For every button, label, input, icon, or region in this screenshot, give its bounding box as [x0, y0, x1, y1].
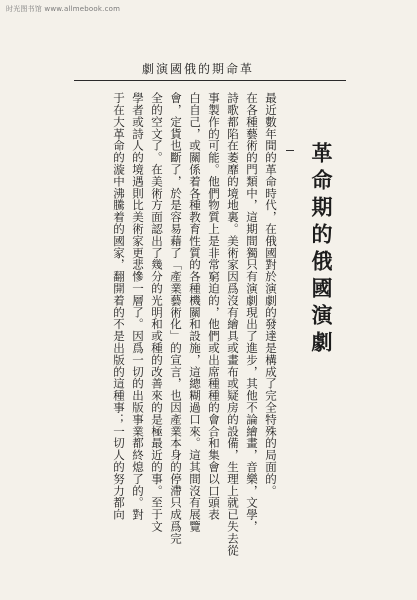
text-column-5: 白自己，或關係着各種教育性質的各種機關和設施，這總糊過口來。這其間沒有展覽	[188, 92, 202, 533]
text-column-2: 在各種藝術的門類中，這期間獨只有演劇現出了進步，其他不論繪畫，音樂，文學，	[245, 92, 259, 533]
watermark: 时光图书馆 www.allmebook.com	[6, 5, 121, 13]
text-column-6: 會，定貨也斷了，於是容易藉了「產業藝術化」的宣言，也因產業本身的停滯只成爲完	[169, 92, 183, 545]
text-column-4: 事製作的可能。他們物質上是非常窮迫的，他們或出席種種的會合和集會以口頭表	[207, 92, 221, 521]
running-head: 劇演國俄的期命革	[141, 62, 254, 76]
text-column-3: 詩歌都陷在萎靡的境地裏。美術家因爲沒有繪具或畫布或疑房的設備，生理上就已失去從	[226, 92, 240, 557]
text-column-9: 于在大革命的漩中沸騰着的國家，翻開着的不是出版的這種事；一切人的努力都向	[112, 92, 126, 521]
title-mark	[286, 150, 294, 151]
text-column-8: 學者或詩人的境遇則比美術家更悲慘一層了。因爲一切的出版事業都終熄了的。對	[131, 92, 145, 521]
text-column-7: 全的空文了。在美術方面認出了幾分的光明和或種的改善來的是極最近的事。至于文	[150, 92, 164, 533]
chapter-title: 革命期的俄國演劇	[309, 142, 334, 358]
header-rule	[74, 80, 346, 81]
text-column-1: 最近數年間的革命時代，在俄國對於演劇的發達是構成了完全特殊的局面的。	[264, 92, 278, 497]
